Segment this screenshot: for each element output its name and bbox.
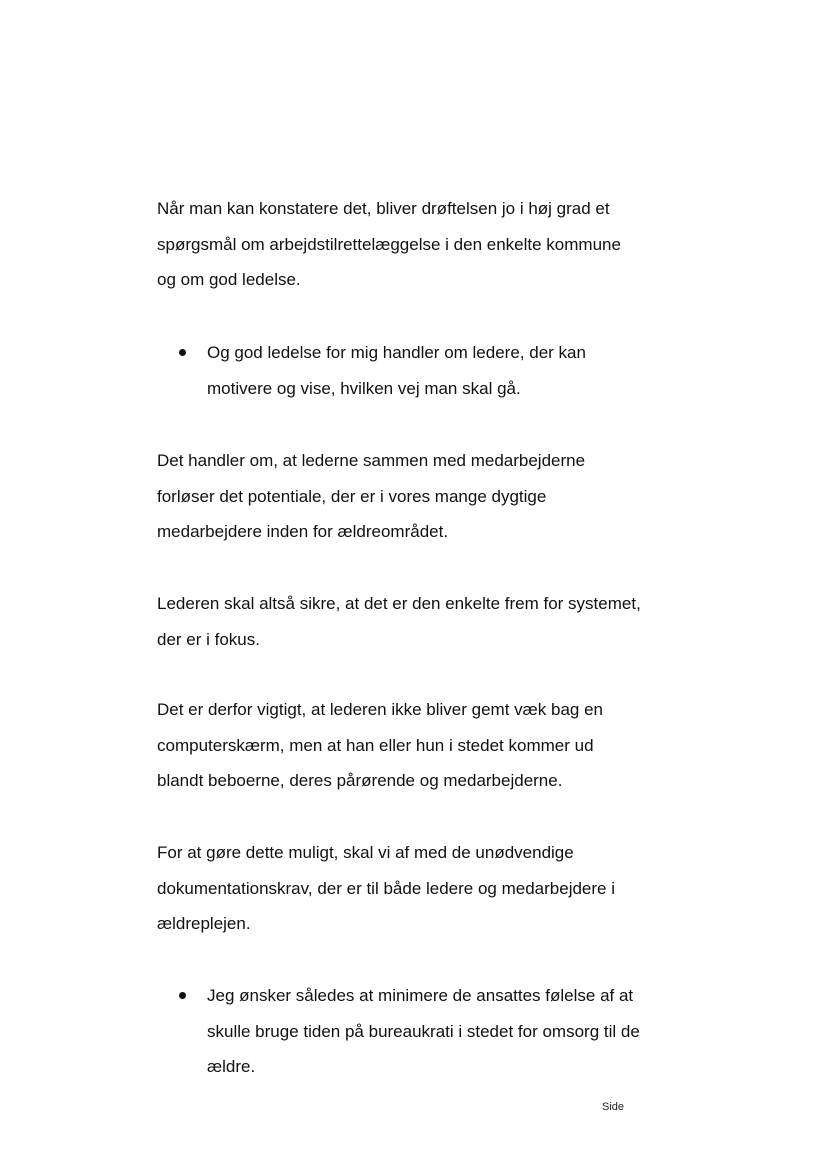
text-line: computerskærm, men at han eller hun i stedet kommer ud bbox=[157, 735, 594, 755]
paragraph-5 bbox=[157, 835, 687, 942]
text-line: Det handler om, at lederne sammen med medarbejderne bbox=[157, 451, 586, 470]
paragraph-2 bbox=[157, 443, 687, 550]
text-line: og om god ledelse. bbox=[157, 270, 301, 289]
text-line: blandt beboerne, deres pårørende og medarbejderne. bbox=[157, 771, 563, 790]
text-line: Jeg ønsker således at minimere de ansattes følelse af at bbox=[207, 986, 634, 1005]
text-line: Når man kan konstatere det, bliver drøftelsen jo i høj grad et bbox=[157, 199, 610, 218]
text-line: forløser det potentiale, der er i vores mange dygtige bbox=[157, 486, 547, 506]
paragraph-1 bbox=[157, 191, 687, 298]
text-line: Lederen skal altså sikre, at det er den enkelte frem for systemet, bbox=[157, 594, 641, 613]
text-line: spørgsmål om arbejdstilrettelæggelse i den enkelte kommune bbox=[157, 234, 621, 254]
text-line: Og god ledelse for mig handler om ledere, der kan bbox=[207, 343, 586, 362]
bullet-icon bbox=[179, 992, 186, 999]
bullet-item-1 bbox=[207, 335, 697, 406]
bullet-item-2 bbox=[207, 978, 697, 1085]
text-line: skulle bruge tiden på bureaukrati i stedet for omsorg til de bbox=[207, 1021, 640, 1041]
text-line: Det er derfor vigtigt, at lederen ikke bliver gemt væk bag en bbox=[157, 700, 603, 719]
text-line: der er i fokus. bbox=[157, 629, 260, 649]
text-line: medarbejdere inden for ældreområdet. bbox=[157, 522, 449, 541]
text-line: ældre. bbox=[207, 1057, 256, 1076]
text-line: For at gøre dette muligt, skal vi af med de unødvendige bbox=[157, 843, 574, 862]
page-footer-label: Side bbox=[602, 1101, 625, 1113]
paragraph-3 bbox=[157, 586, 687, 657]
bullet-icon bbox=[179, 349, 186, 356]
text-line: dokumentationskrav, der er til både ledere og medarbejdere i bbox=[157, 878, 616, 898]
text-line: ældreplejen. bbox=[157, 914, 251, 933]
paragraph-4 bbox=[157, 692, 687, 799]
text-line: motivere og vise, hvilken vej man skal gå. bbox=[207, 378, 521, 398]
